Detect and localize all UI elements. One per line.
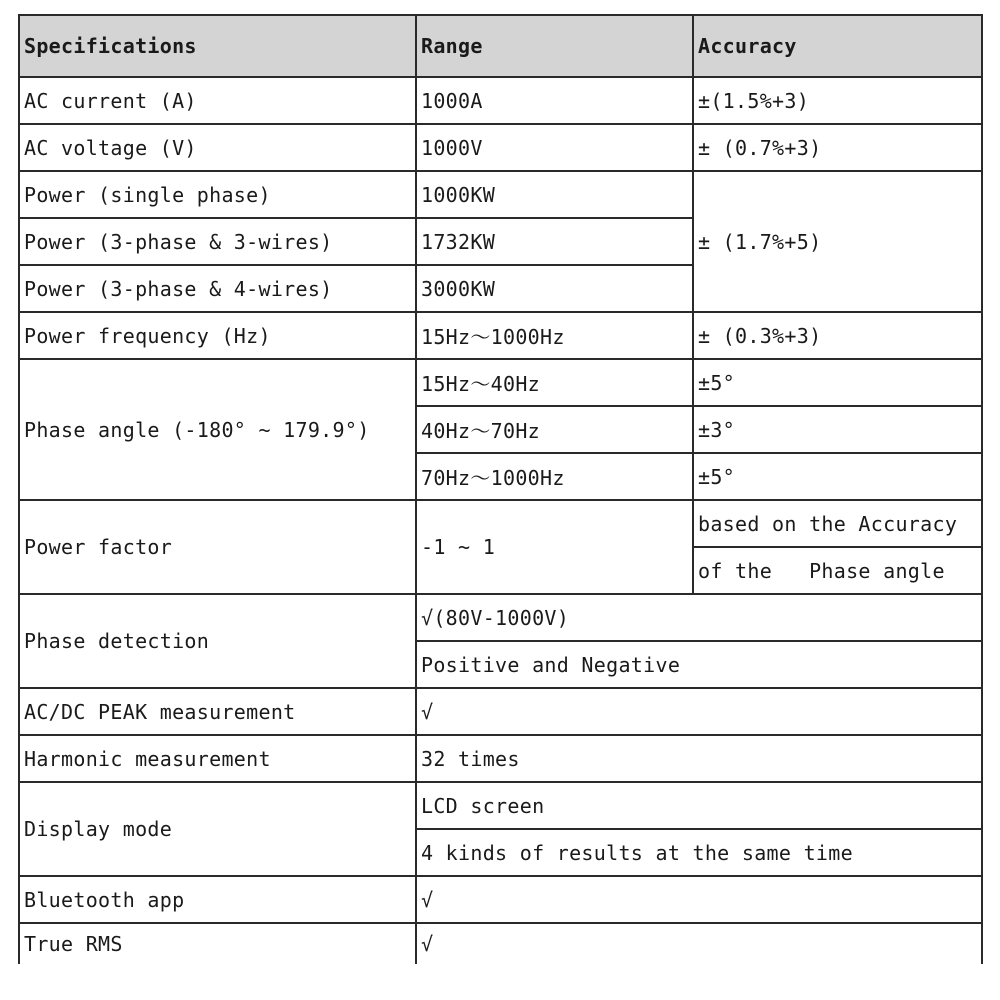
specifications-table [18,14,983,964]
range-power-frequency: 15Hz～1000Hz [416,312,693,359]
spec-true-rms: True RMS [19,923,416,964]
table-row [19,782,982,829]
range-phase-angle-1: 15Hz～40Hz [416,359,693,406]
table-header-row [19,15,982,77]
spec-power-single-phase: Power (single phase) [19,171,416,218]
table-row [19,594,982,641]
spec-harmonic-measurement: Harmonic measurement [19,735,416,782]
value-true-rms: √ [416,923,982,964]
table-row [19,77,982,124]
value-harmonic-measurement: 32 times [416,735,982,782]
value-bluetooth-app: √ [416,876,982,923]
accuracy-phase-angle-1: ±5° [693,359,982,406]
table-row [19,500,982,547]
spec-bluetooth-app: Bluetooth app [19,876,416,923]
spec-phase-detection: Phase detection [19,594,416,688]
value-phase-detection-2: Positive and Negative [416,641,982,688]
range-power-factor: -1 ~ 1 [416,500,693,594]
spec-ac-voltage: AC voltage (V) [19,124,416,171]
table-row [19,923,982,964]
table-row [19,124,982,171]
value-phase-detection-1: √(80V-1000V) [416,594,982,641]
table-row [19,312,982,359]
table-row [19,688,982,735]
spec-ac-current: AC current (A) [19,77,416,124]
range-ac-voltage: 1000V [416,124,693,171]
spec-power-frequency: Power frequency (Hz) [19,312,416,359]
table-row [19,876,982,923]
spec-power-3phase-3wire: Power (3-phase & 3-wires) [19,218,416,265]
accuracy-ac-current: ±(1.5%+3) [693,77,982,124]
spec-peak-measurement: AC/DC PEAK measurement [19,688,416,735]
header-specifications: Specifications [19,15,416,77]
spec-phase-angle: Phase angle (-180° ~ 179.9°) [19,359,416,500]
accuracy-ac-voltage: ± (0.7%+3) [693,124,982,171]
table-row [19,171,982,218]
accuracy-power: ± (1.7%+5) [693,171,982,312]
range-phase-angle-2: 40Hz～70Hz [416,406,693,453]
range-phase-angle-3: 70Hz～1000Hz [416,453,693,500]
spec-power-factor: Power factor [19,500,416,594]
accuracy-phase-angle-3: ±5° [693,453,982,500]
value-display-mode-1: LCD screen [416,782,982,829]
table-row [19,359,982,406]
accuracy-power-factor-line-1: based on the Accuracy [693,500,982,547]
header-accuracy: Accuracy [693,15,982,77]
table-row [19,735,982,782]
spec-display-mode: Display mode [19,782,416,876]
range-power-3phase-4wire: 3000KW [416,265,693,312]
range-ac-current: 1000A [416,77,693,124]
value-peak-measurement: √ [416,688,982,735]
accuracy-power-factor-line-2: of the Phase angle [693,547,982,594]
range-power-single-phase: 1000KW [416,171,693,218]
range-power-3phase-3wire: 1732KW [416,218,693,265]
spec-power-3phase-4wire: Power (3-phase & 4-wires) [19,265,416,312]
header-range: Range [416,15,693,77]
value-display-mode-2: 4 kinds of results at the same time [416,829,982,876]
accuracy-power-frequency: ± (0.3%+3) [693,312,982,359]
accuracy-phase-angle-2: ±3° [693,406,982,453]
